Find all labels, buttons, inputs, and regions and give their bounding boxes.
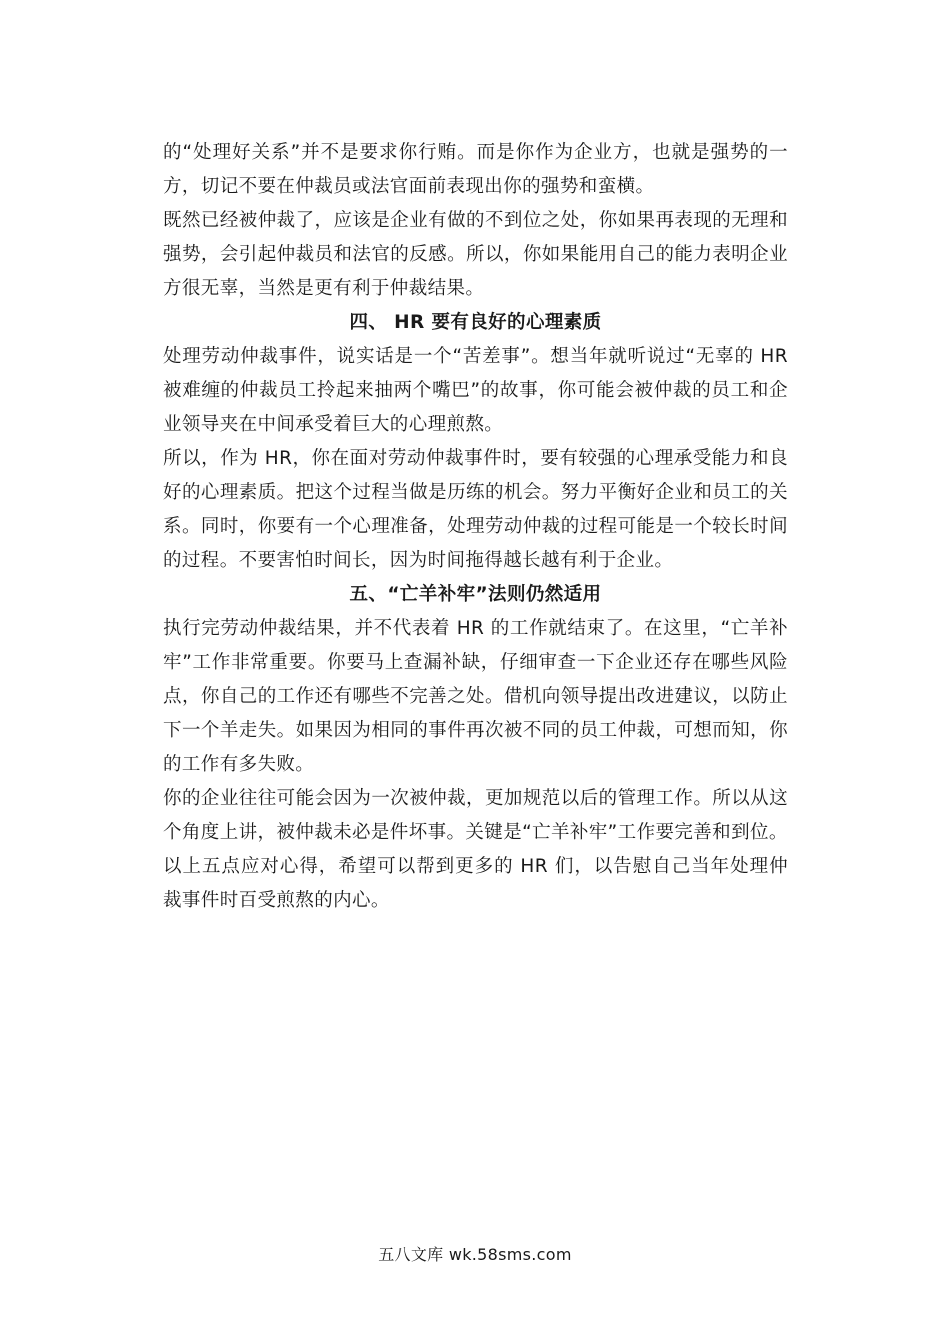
- paragraph: 的“处理好关系”并不是要求你行贿。而是你作为企业方，也就是强势的一方，切记不要在仲裁员或法官面前表现出你的强势和蛮横。: [163, 142, 788, 197]
- page-footer: 五八文库 wk.58sms.com: [378, 1245, 572, 1264]
- section-heading: 五、“亡羊补牢”法则仍然适用: [349, 584, 602, 605]
- section-heading: 四、 HR 要有良好的心理素质: [349, 312, 602, 333]
- paragraph: 所以，作为 HR，你在面对劳动仲裁事件时，要有较强的心理承受能力和良好的心理素质。把这个过程当做是历练的机会。努力平衡好企业和员工的关系。同时，你要有一个心理准备，处理劳动仲裁的过程可能是一个较长时间的过程。不要害怕时间长，因为时间拖得越长越有利于企业。: [163, 448, 788, 571]
- paragraph: 以上五点应对心得，希望可以帮到更多的 HR 们，以告慰自己当年处理仲裁事件时百受煎熬的内心。: [163, 856, 788, 911]
- paragraph: 执行完劳动仲裁结果，并不代表着 HR 的工作就结束了。在这里，“亡羊补牢”工作非常重要。你要马上查漏补缺，仔细审查一下企业还存在哪些风险点，你自己的工作还有哪些不完善之处。借机向领导提出改进建议，以防止下一个羊走失。如果因为相同的事件再次被不同的员工仲裁，可想而知，你的工作有多失败。: [163, 618, 788, 775]
- paragraph: 处理劳动仲裁事件，说实话是一个“苦差事”。想当年就听说过“无辜的 HR 被难缠的仲裁员工拎起来抽两个嘴巴”的故事，你可能会被仲裁的员工和企业领导夹在中间承受着巨大的心理煎熬。: [163, 346, 788, 435]
- paragraph: 你的企业往往可能会因为一次被仲裁，更加规范以后的管理工作。所以从这个角度上讲，被仲裁未必是件坏事。关键是“亡羊补牢”工作要完善和到位。: [163, 788, 788, 843]
- paragraph: 既然已经被仲裁了，应该是企业有做的不到位之处，你如果再表现的无理和强势，会引起仲裁员和法官的反感。所以，你如果能用自己的能力表明企业方很无辜，当然是更有利于仲裁结果。: [163, 210, 788, 299]
- document-body: [163, 136, 788, 918]
